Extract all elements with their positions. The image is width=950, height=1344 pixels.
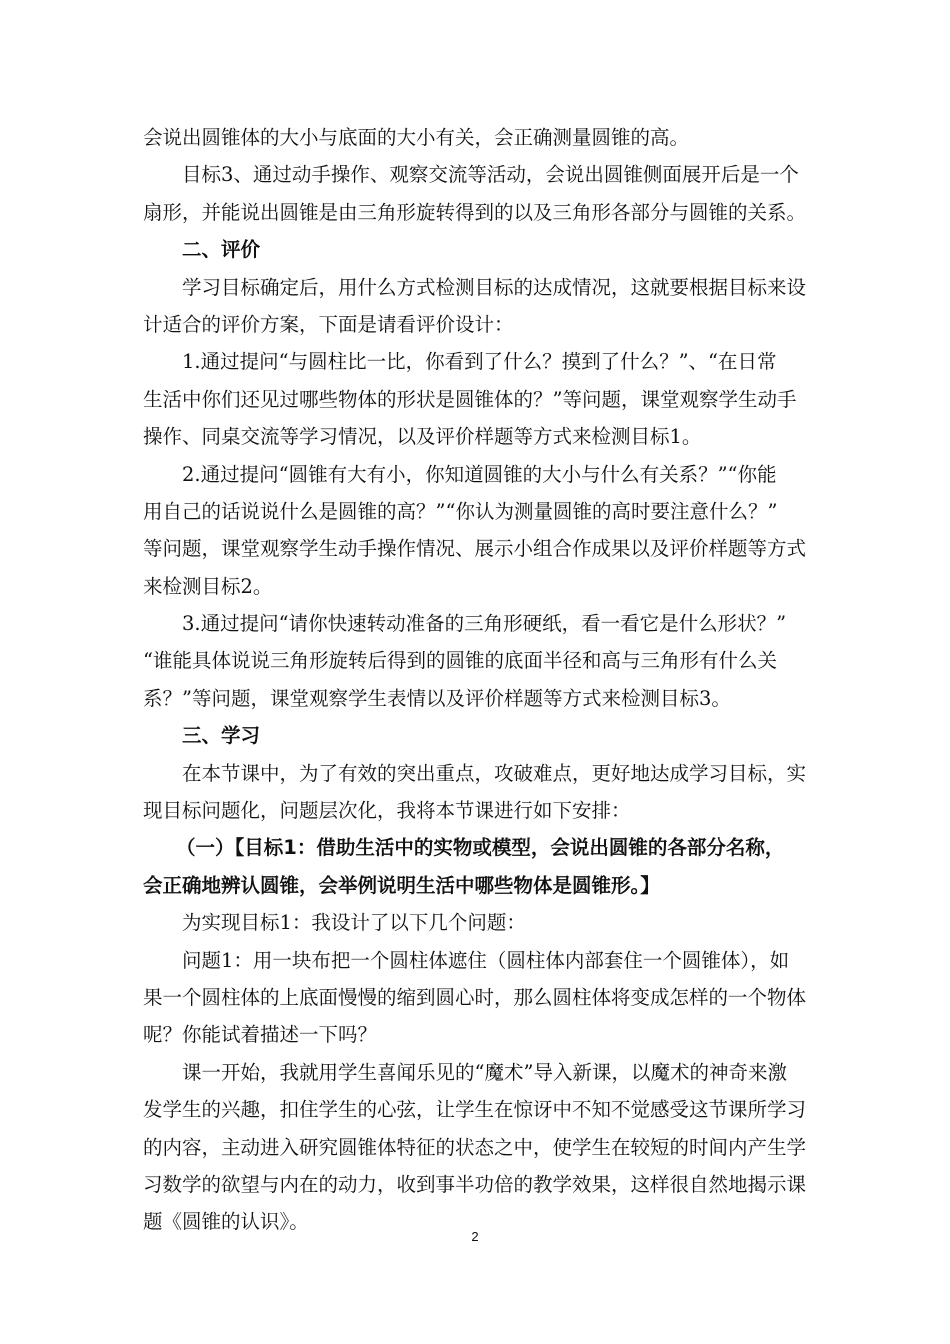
section-heading-learning: 三、学习 bbox=[182, 724, 261, 748]
text-line: 扇形，并能说出圆锥是由三角形旋转得到的以及三角形各部分与圆锥的关系。 bbox=[143, 200, 807, 224]
text-line: 等问题，课堂观察学生动手操作情况、展示小组合作成果以及评价样题等方式 bbox=[143, 537, 807, 561]
section-heading-evaluation: 二、评价 bbox=[182, 238, 261, 262]
text-line: “谁能具体说说三角形旋转后得到的圆锥的底面半径和高与三角形有什么关 bbox=[143, 649, 777, 673]
goal-heading: 会正确地辨认圆锥，会举例说明生活中哪些物体是圆锥形。】 bbox=[143, 873, 660, 897]
text-line: 3.通过提问“请你快速转动准备的三角形硬纸，看一看它是什么形状？” bbox=[182, 612, 787, 636]
text-line: 呢？你能试着描述一下吗？ bbox=[143, 1023, 378, 1047]
text-line: 课一开始，我就用学生喜闻乐见的“魔术”导入新课，以魔术的神奇来激 bbox=[182, 1060, 787, 1084]
text-line: 在本节课中，为了有效的突出重点，攻破难点，更好地达成学习目标，实 bbox=[182, 761, 807, 785]
text-line: 发学生的兴趣，扣住学生的心弦，让学生在惊讶中不知不觉感受这节课所学习 bbox=[143, 1098, 807, 1122]
text-line: 现目标问题化，问题层次化，我将本节课进行如下安排： bbox=[143, 799, 631, 823]
text-line: 习数学的欲望与内在的动力，收到事半功倍的教学效果，这样很自然地揭示课 bbox=[143, 1172, 807, 1196]
text-line: 生活中你们还见过哪些物体的形状是圆锥体的？”等问题，课堂观察学生动手 bbox=[143, 387, 797, 411]
text-line: 会说出圆锥体的大小与底面的大小有关，会正确测量圆锥的高。 bbox=[143, 126, 690, 149]
text-line: 为实现目标1：我设计了以下几个问题： bbox=[182, 911, 526, 935]
page-body bbox=[143, 119, 810, 1241]
text-line: 的内容，主动进入研究圆锥体特征的状态之中，使学生在较短的时间内产生学 bbox=[143, 1135, 807, 1159]
text-line: 用自己的话说说什么是圆锥的高？”“你认为测量圆锥的高时要注意什么？” bbox=[143, 499, 778, 523]
page-number: 2 bbox=[471, 1229, 479, 1244]
text-line: 操作、同桌交流等学习情况，以及评价样题等方式来检测目标1。 bbox=[143, 425, 702, 449]
text-line: 学习目标确定后，用什么方式检测目标的达成情况，这就要根据目标来设 bbox=[182, 275, 807, 299]
text-line: 果一个圆柱体的上底面慢慢的缩到圆心时，那么圆柱体将变成怎样的一个物体 bbox=[143, 985, 807, 1009]
text-line: 题《圆锥的认识》。 bbox=[143, 1210, 309, 1234]
text-line: 目标3、通过动手操作、观察交流等活动，会说出圆锥侧面展开后是一个 bbox=[182, 163, 799, 187]
text-line: 系？”等问题，课堂观察学生表情以及评价样题等方式来检测目标3。 bbox=[143, 686, 731, 710]
text-line: 2.通过提问“圆锥有大有小，你知道圆锥的大小与什么有关系？”“你能 bbox=[182, 462, 777, 486]
goal-heading: （一）【目标1：借助生活中的实物或模型，会说出圆锥的各部分名称， bbox=[176, 836, 785, 860]
text-line: 计适合的评价方案，下面是请看评价设计： bbox=[143, 312, 514, 336]
text-line: 来检测目标2。 bbox=[143, 574, 273, 598]
text-line: 问题1：用一块布把一个圆柱体遮住（圆柱体内部套住一个圆锥体），如 bbox=[182, 948, 790, 972]
text-line: 1.通过提问“与圆柱比一比，你看到了什么？摸到了什么？”、“在日常 bbox=[182, 350, 777, 374]
